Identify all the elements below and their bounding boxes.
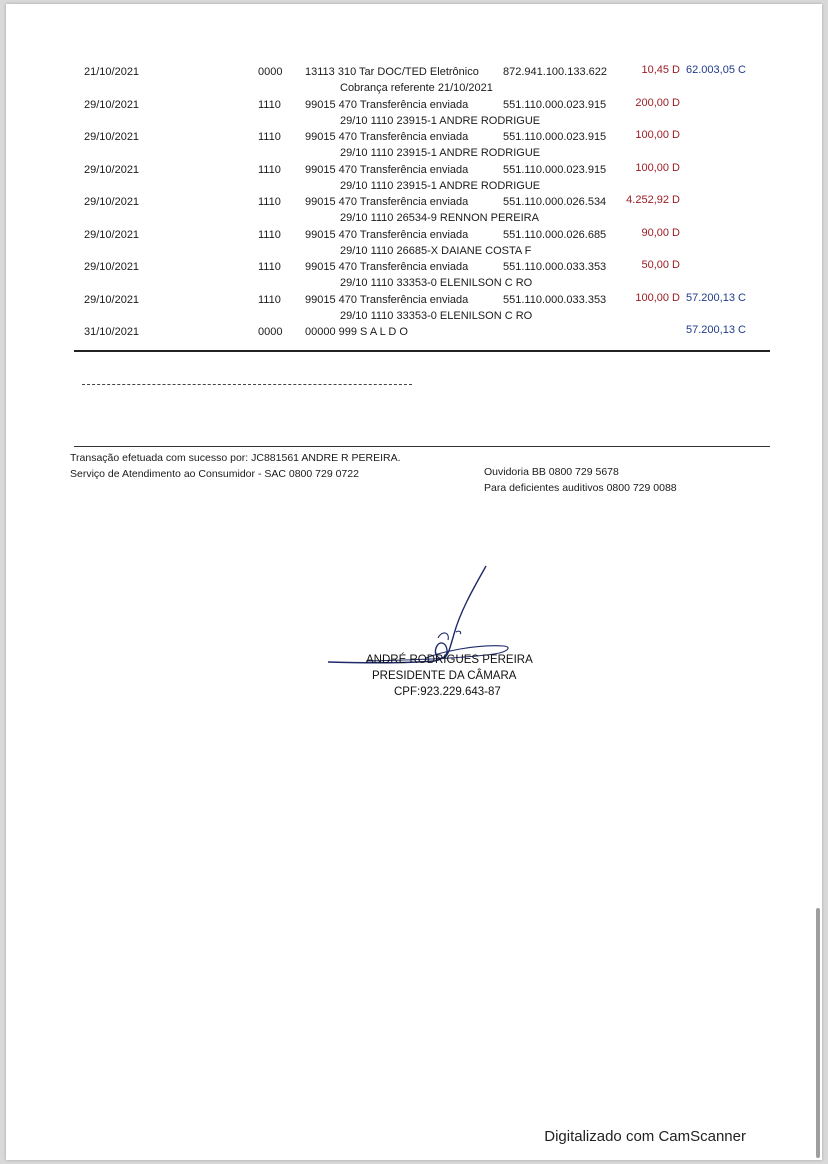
row-value: 200,00 D [635, 96, 680, 109]
table-row [6, 326, 822, 358]
row-document: 872.941.100.133.622 [503, 66, 607, 78]
row-document: 551.110.000.023.915 [503, 131, 607, 143]
row-history: 99015 470 Transferência enviada [305, 228, 469, 241]
table-row [6, 131, 822, 163]
row-date: 29/10/2021 [84, 293, 140, 306]
row-history: 99015 470 Transferência enviada [305, 196, 469, 208]
row-value: 90,00 D [641, 226, 680, 239]
row-value: 10,45 D [641, 64, 680, 76]
row-history: 99015 470 Transferência enviada [305, 131, 469, 143]
row-history: 13113 310 Tar DOC/TED Eletrônico [305, 66, 479, 78]
ouvidoria-text: Ouvidoria BB 0800 729 5678 [484, 466, 619, 478]
row-value: 100,00 D [635, 291, 680, 304]
row-history: 00000 999 S A L D O [305, 326, 408, 338]
table-row [6, 196, 822, 228]
row-detail: 29/10 1110 26685-X DAIANE COSTA F [340, 244, 532, 257]
row-agency: 0000 [258, 66, 283, 78]
row-document: 551.110.000.033.353 [503, 261, 607, 273]
table-bottom-rule [74, 350, 770, 352]
row-date: 29/10/2021 [84, 163, 140, 176]
footer-rule [74, 446, 770, 447]
scanned-page [6, 4, 822, 1160]
signature-block [326, 564, 536, 704]
row-balance: 62.003,05 C [686, 64, 746, 76]
row-document: 551.110.000.026.685 [503, 228, 607, 241]
row-document: 551.110.000.023.915 [503, 163, 607, 176]
row-value: 100,00 D [635, 129, 680, 141]
table-row [6, 66, 822, 98]
table-row [6, 261, 822, 293]
row-value: 4.252,92 D [626, 194, 680, 206]
row-value: 50,00 D [641, 259, 680, 271]
transaction-text: Transação efetuada com sucesso por: JC881561 ANDRE R PEREIRA. [70, 452, 401, 464]
signer-cpf: CPF:923.229.643-87 [394, 686, 501, 698]
row-date: 29/10/2021 [84, 261, 140, 273]
row-agency: 1110 [258, 98, 281, 111]
vertical-scrollbar[interactable] [816, 908, 820, 1158]
table-row [6, 96, 822, 131]
table-row [6, 161, 822, 196]
row-date: 29/10/2021 [84, 228, 140, 241]
row-history: 99015 470 Transferência enviada [305, 98, 469, 111]
row-agency: 1110 [258, 131, 281, 143]
row-history: 99015 470 Transferência enviada [305, 261, 469, 273]
deficientes-text: Para deficientes auditivos 0800 729 0088 [484, 482, 677, 494]
row-document: 551.110.000.023.915 [503, 98, 607, 111]
row-balance: 57.200,13 C [686, 291, 746, 304]
row-detail: 29/10 1110 23915-1 ANDRE RODRIGUE [340, 147, 541, 159]
row-agency: 1110 [258, 163, 281, 176]
dashed-separator [82, 384, 412, 385]
row-history: 99015 470 Transferência enviada [305, 163, 469, 176]
table-row [6, 291, 822, 326]
row-agency: 1110 [258, 261, 281, 273]
row-date: 29/10/2021 [84, 196, 140, 208]
row-date: 29/10/2021 [84, 98, 140, 111]
row-agency: 1110 [258, 293, 281, 306]
row-detail: 29/10 1110 26534-9 RENNON PEREIRA [340, 212, 539, 224]
signer-name: ANDRÉ RODRIGUES PEREIRA [366, 654, 533, 666]
row-document: 551.110.000.033.353 [503, 293, 607, 306]
row-detail: 29/10 1110 23915-1 ANDRE RODRIGUE [340, 179, 541, 192]
row-detail: 29/10 1110 33353-0 ELENILSON C RO [340, 309, 533, 322]
row-value: 100,00 D [635, 161, 680, 174]
row-detail: 29/10 1110 23915-1 ANDRE RODRIGUE [340, 114, 541, 127]
row-date: 21/10/2021 [84, 66, 140, 78]
row-date: 31/10/2021 [84, 326, 140, 338]
row-agency: 1110 [258, 228, 281, 241]
signer-role: PRESIDENTE DA CÂMARA [372, 670, 517, 682]
camscanner-watermark: Digitalizado com CamScanner [544, 1128, 746, 1145]
sac-text: Serviço de Atendimento ao Consumidor - SAC 0800 729 0722 [70, 468, 359, 480]
row-history: 99015 470 Transferência enviada [305, 293, 469, 306]
row-document: 551.110.000.026.534 [503, 196, 607, 208]
row-date: 29/10/2021 [84, 131, 140, 143]
row-detail: 29/10 1110 33353-0 ELENILSON C RO [340, 277, 533, 289]
table-row [6, 226, 822, 261]
row-detail: Cobrança referente 21/10/2021 [340, 82, 493, 94]
row-agency: 0000 [258, 326, 283, 338]
row-agency: 1110 [258, 196, 281, 208]
row-balance: 57.200,13 C [686, 324, 746, 336]
